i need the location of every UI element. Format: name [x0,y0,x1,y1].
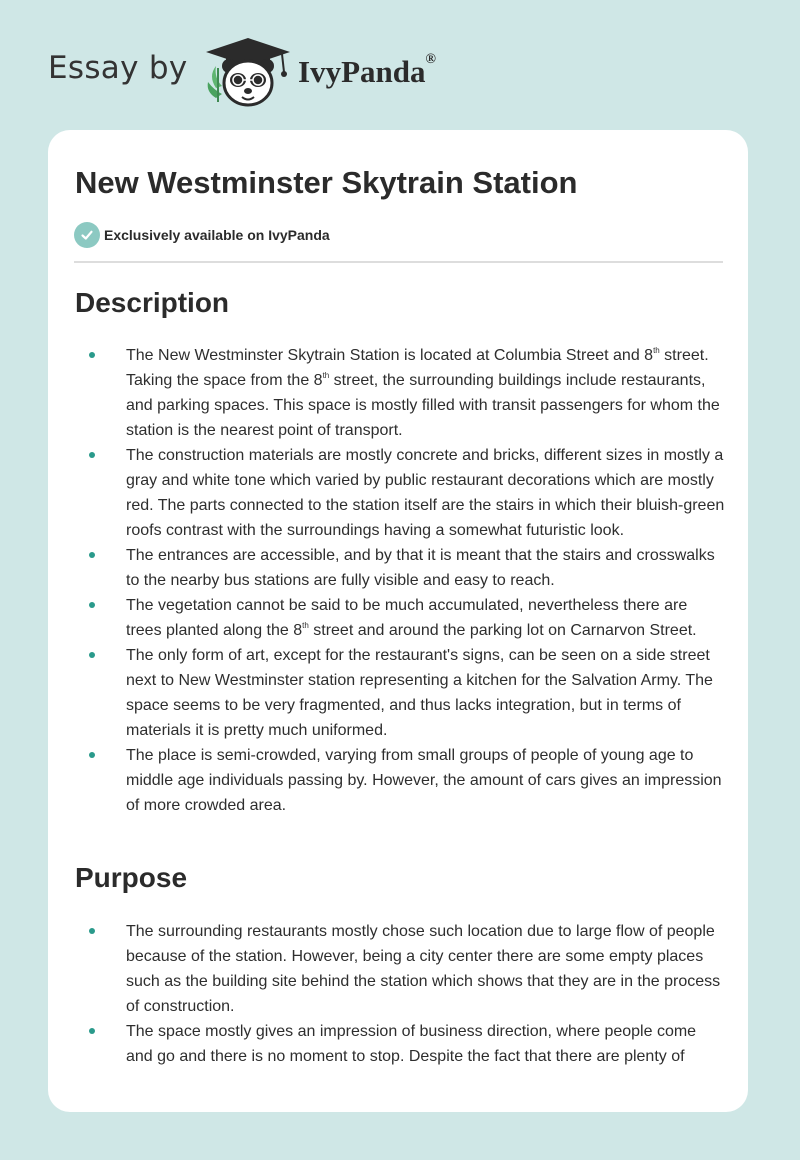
description-list [126,343,726,818]
section-heading-description: Description [75,287,230,318]
page-title: New Westminster Skytrain Station [75,165,578,200]
list-item: The only form of art, except for the restaurant's signs, can be seen on a side street next to New Westminster station representing a kitchen for the Salvation Army. The space seems to be very fragmented, and thus lacks integration, but in terms of materials it is pretty much uniformed. [126,643,726,743]
list-item: The surrounding restaurants mostly chose such location due to large flow of people because of the station. However, being a city center there are some empty places such as the building site behind the station which shows that they are in the process of construction. [126,919,726,1019]
title-divider [74,261,723,263]
brand-name[interactable] [298,54,436,90]
exclusive-badge-text: Exclusively available on IvyPanda [104,227,330,243]
panda-graduate-logo-icon[interactable] [202,36,294,108]
ordinal-suffix: th [653,345,660,355]
list-item: The entrances are accessible, and by that it is meant that the stairs and crosswalks to the nearby bus stations are fully visible and easy to reach. [126,543,726,593]
check-icon [74,222,100,248]
list-item: The space mostly gives an impression of business direction, where people come and go and there is no moment to stop. Despite the fact that there are plenty of [126,1019,726,1069]
essay-by-label: Essay by [48,50,188,86]
list-item: The place is semi-crowded, varying from small groups of people of young age to middle age individuals passing by. However, the amount of cars gives an impression of more crowded area. [126,743,726,818]
registered-mark: ® [425,52,436,67]
purpose-list [126,919,726,1069]
ordinal-suffix: th [322,370,330,380]
section-heading-purpose: Purpose [75,862,188,893]
ordinal-suffix: th [302,620,309,630]
list-item: The vegetation cannot be said to be much accumulated, nevertheless there are trees planted along the 8th street and around the parking lot on Carnarvon Street. [126,593,726,643]
site-header [48,36,548,106]
list-item: The construction materials are mostly concrete and bricks, different sizes in mostly a gray and white tone which varied by public restaurant decorations which are mostly red. The parts connected to the station itself are the stairs in which their bluish-green roofs contrast with the surroundings having a somewhat futuristic look. [126,443,726,543]
exclusive-badge [74,222,330,248]
essay-card [48,130,748,1112]
list-item: The New Westminster Skytrain Station is located at Columbia Street and 8th street. Taking the space from the 8th street, the surrounding buildings include restaurants, and parking spaces. This space is mostly filled with transit passengers for whom the station is the nearest point of transport. [126,343,726,443]
brand-name-text: IvyPanda [298,54,426,89]
